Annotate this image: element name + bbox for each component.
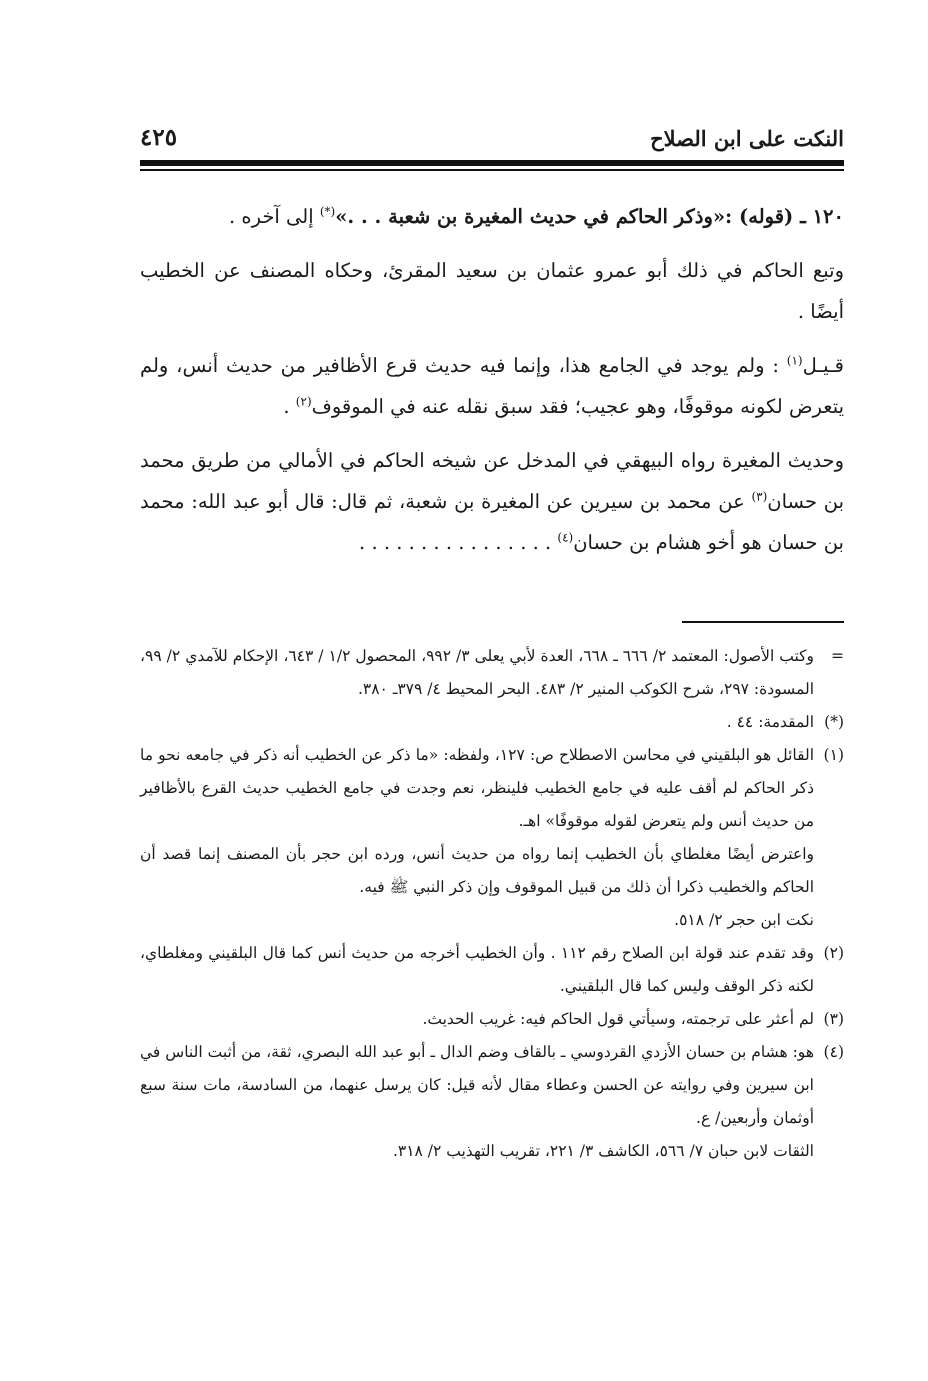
footnote-text: القائل هو البلقيني في محاسن الاصطلاح ص: ١٢٧، ولفظه: «ما ذكر عن الخطيب أنه ذكر في جامعه نحو ما ذكر الحاكم لم أقف عليه في جامع الخطيب فلينظر، نعم وجدت في جامع الخطيب حديث القرع بالأظافير من حديث أنس ولم يتعرض لقوله موقوفًا» اهـ. (140, 746, 814, 830)
main-text (140, 196, 844, 576)
footnote-mark: = (831, 647, 844, 665)
running-title: النكت على ابن الصلاح (650, 126, 844, 151)
paragraph-2: وتبع الحاكم في ذلك أبو عمرو عثمان بن سعيد المقرئ، وحكاه المصنف عن الخطيب أيضًا . (140, 259, 844, 323)
footnote-continuation (140, 640, 844, 706)
footnote-text: واعترض أيضًا مغلطاي بأن الخطيب إنما رواه من حديث أنس، ورده ابن حجر بأن المصنف إنما قصد أن الحاكم والخطيب ذكرا أن ذلك من قبيل الموقوف وإن ذكر النبي ﷺ فيه. (140, 845, 814, 896)
header-rule-thin (140, 169, 844, 171)
footnote-text: المقدمة: ٤٤ . (726, 713, 814, 731)
footnote-star (140, 706, 844, 739)
footnote-1 (140, 739, 844, 937)
p4-dots: . . . . . . . . . . . . . . . . (359, 531, 558, 554)
footnote-separator (682, 621, 844, 623)
p3-lead: قـيـل (802, 354, 844, 377)
footnote-text: لم أعثر على ترجمته، وسيأتي قول الحاكم فيه: غريب الحديث. (422, 1010, 814, 1028)
paragraph-3 (140, 345, 844, 427)
footnote-ref-3: (٣) (751, 489, 768, 504)
page-number: ٤٢٥ (140, 124, 178, 151)
p4-a: وحديث المغيرة رواه البيهقي في المدخل عن شيخه الحاكم في الأمالي من طريق محمد بن حسان (140, 449, 844, 513)
footnote-mark: (*) (824, 713, 844, 731)
header-rule-thick (140, 160, 844, 166)
p3-tail: . (283, 395, 296, 418)
p4-b: عن محمد بن سيرين عن المغيرة بن شعبة، ثم قال: قال أبو عبد الله: محمد بن حسان هو أخو هشام بن حسان (140, 490, 844, 554)
entry-heading: ١٢٠ ـ (قوله) :«وذكر الحاكم في حديث المغيرة بن شعبة . . .» (335, 205, 844, 228)
footnote-4 (140, 1036, 844, 1168)
p3-mid: : ولم يوجد في الجامع هذا، وإنما فيه حديث قرع الأظافير من حديث أنس، ولم يتعرض لكونه موقوفًا، وهو عجيب؛ فقد سبق نقله عنه في الموقوف (140, 354, 844, 418)
footnote-3 (140, 1003, 844, 1036)
footnote-text: هو: هشام بن حسان الأزدي القردوسي ـ بالقاف وضم الدال ـ أبو عبد الله البصري، ثقة، من أثبت الناس في ابن سيرين وفي روايته عن الحسن وعطاء مقال لأنه قيل: كان يرسل عنهما، من السادسة، مات سنة سبع أوثمان وأربعين/ ع. (140, 1043, 814, 1127)
entry-heading-tail: إلى آخره . (228, 205, 320, 228)
paragraph-4 (140, 440, 844, 563)
footnote-ref-star: (*) (319, 204, 336, 219)
paragraph-120 (140, 196, 844, 237)
footnote-ref-4: (٤) (557, 530, 574, 545)
footnote-text: نكت ابن حجر ٢/ ٥١٨. (674, 911, 814, 929)
footnote-mark: (٣) (823, 1010, 844, 1028)
footnotes (140, 640, 844, 1168)
footnote-ref-1: (١) (786, 353, 803, 368)
footnote-text: وكتب الأصول: المعتمد ٢/ ٦٦٦ ـ ٦٦٨، العدة لأبي يعلى ٣/ ٩٩٢، المحصول ١/٢ / ٦٤٣، الإحكام للآمدي ٢/ ٩٩، المسودة: ٢٩٧، شرح الكوكب المنير ٢/ ٤٨٣. البحر المحيط ٤/ ٣٧٩ـ ٣٨٠. (140, 647, 815, 698)
footnote-2 (140, 937, 844, 1003)
footnote-mark: (١) (823, 746, 844, 764)
footnote-ref-2: (٢) (295, 394, 312, 409)
footnote-mark: (٢) (823, 944, 844, 962)
page-header (140, 120, 844, 160)
footnote-text: وقد تقدم عند قولة ابن الصلاح رقم ١١٢ . وأن الخطيب أخرجه من حديث أنس كما قال البلقيني ومغلطاي، لكنه ذكر الوقف وليس كما قال البلقيني. (140, 944, 815, 995)
footnote-text: الثقات لابن حبان ٧/ ٥٦٦، الكاشف ٣/ ٢٢١، تقريب التهذيب ٢/ ٣١٨. (392, 1142, 814, 1160)
footnote-mark: (٤) (823, 1043, 844, 1061)
